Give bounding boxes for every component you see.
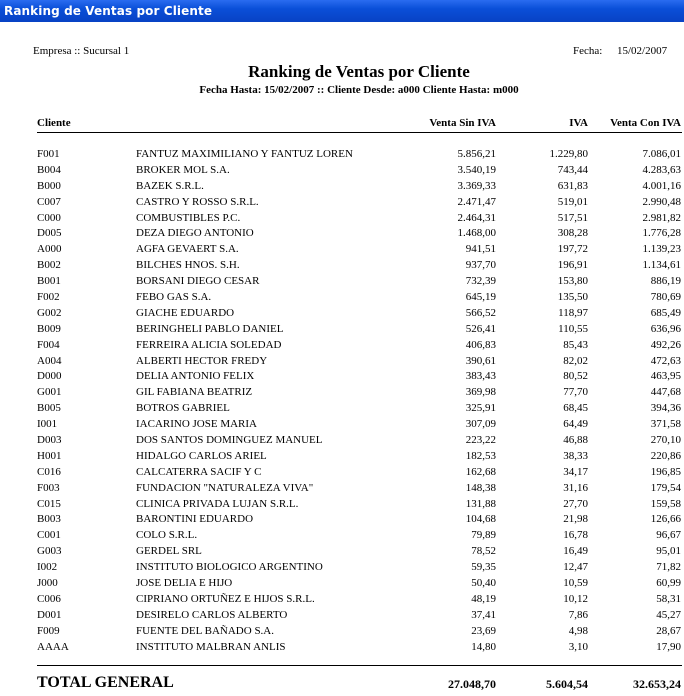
venta-sin-iva-cell: 3.369,33 [457,179,496,192]
client-code: F001 [37,148,60,160]
client-name: JOSE DELIA E HIJO [136,577,233,590]
venta-sin-iva-cell: 937,70 [465,259,496,272]
client-name: INSTITUTO BIOLOGICO ARGENTINO [136,561,323,574]
venta-sin-iva-cell: 148,38 [465,481,496,494]
client-code: AAAA [37,640,69,653]
venta-sin-iva-cell: 369,98 [465,386,496,399]
client-name: BAZEK S.R.L. [136,179,204,192]
venta-sin-iva-cell: 79,89 [471,529,496,542]
table-row [0,147,684,163]
client-code: C016 [37,465,61,478]
table-row [0,528,684,544]
venta-sin-iva-cell: 406,83 [465,338,496,351]
client-code: F009 [37,624,60,637]
venta-con-iva-cell: 4.283,63 [642,163,681,176]
table-row [0,592,684,608]
client-code: I002 [37,561,58,574]
ranking-table [0,147,684,656]
venta-con-iva-cell: 58,31 [656,592,681,605]
client-code: G001 [37,386,62,399]
client-code: B003 [37,513,61,526]
report-title: Ranking de Ventas por Cliente [248,62,470,81]
client-name: COLO S.R.L. [136,529,198,542]
client-code: D000 [37,370,62,383]
venta-sin-iva-cell: 1.468,00 [457,227,496,240]
venta-sin-iva-cell: 732,39 [465,275,496,288]
table-row [0,417,684,433]
iva-cell: 38,33 [563,449,588,462]
client-code: C006 [37,592,61,605]
venta-con-iva-cell: 196,85 [650,465,681,478]
venta-con-iva-cell: 95,01 [656,545,681,558]
iva-cell: 153,80 [557,275,588,288]
client-name: BILCHES HNOS. S.H. [136,259,240,272]
venta-sin-iva-cell: 390,61 [465,354,496,367]
venta-con-iva-cell: 447,68 [650,386,681,399]
venta-sin-iva-cell: 37,41 [471,608,496,621]
table-row [0,163,684,179]
client-name: CASTRO Y ROSSO S.R.L. [136,195,259,208]
client-name: ALBERTI HECTOR FREDY [136,354,268,367]
venta-sin-iva-cell: 182,53 [465,449,496,462]
venta-con-iva-cell: 60,99 [656,577,681,590]
venta-sin-iva-cell: 59,35 [471,561,496,574]
venta-con-iva-cell: 159,58 [650,497,681,510]
column-header-cliente: Cliente [37,117,71,129]
client-name: GERDEL SRL [136,545,202,558]
iva-cell: 197,72 [557,243,588,256]
iva-cell: 16,78 [563,529,588,542]
table-row [0,497,684,513]
table-row [0,544,684,560]
client-name: COMBUSTIBLES P.C. [136,211,241,224]
venta-con-iva-cell: 472,63 [650,354,681,367]
client-code: G002 [37,306,62,319]
client-name: GIACHE EDUARDO [136,306,235,319]
venta-sin-iva-cell: 14,80 [471,640,496,653]
column-header-venta-sin-iva: Venta Sin IVA [429,117,496,129]
client-name: CLINICA PRIVADA LUJAN S.R.L. [136,497,299,510]
client-name: GIL FABIANA BEATRIZ [136,386,253,399]
client-code: F002 [37,291,60,304]
total-venta-con-iva: 32.653,24 [633,677,681,691]
column-header-iva: IVA [569,117,588,129]
table-row [0,640,684,656]
venta-con-iva-cell: 96,67 [656,529,681,542]
iva-cell: 34,17 [563,465,588,478]
client-name: AGFA GEVAERT S.A. [136,243,239,256]
venta-con-iva-cell: 780,69 [650,291,681,304]
venta-sin-iva-cell: 162,68 [465,465,496,478]
client-code: B002 [37,259,61,272]
client-code: B005 [37,402,61,415]
venta-sin-iva-cell: 566,52 [465,306,496,319]
iva-cell: 3,10 [568,640,588,653]
header-divider [37,132,682,133]
venta-con-iva-cell: 371,58 [650,418,681,431]
client-name: CALCATERRA SACIF Y C [136,465,262,478]
client-code: F003 [37,481,60,494]
client-code: J000 [37,577,58,590]
iva-cell: 10,12 [563,592,588,605]
table-row [0,481,684,497]
client-code: A004 [37,354,62,367]
venta-sin-iva-cell: 383,43 [465,370,496,383]
venta-con-iva-cell: 463,95 [650,370,681,383]
iva-cell: 118,97 [558,306,588,319]
client-name: CIPRIANO ORTUÑEZ E HIJOS S.R.L. [136,592,315,605]
venta-sin-iva-cell: 2.471,47 [457,195,496,208]
table-row [0,385,684,401]
venta-con-iva-cell: 4.001,16 [642,179,681,192]
iva-cell: 21,98 [563,513,588,526]
table-row [0,226,684,242]
iva-cell: 77,70 [563,386,588,399]
client-name: BORSANI DIEGO CESAR [136,275,260,288]
iva-cell: 517,51 [557,211,588,224]
venta-sin-iva-cell: 223,22 [465,434,496,447]
total-iva: 5.604,54 [546,677,588,691]
venta-sin-iva-cell: 526,41 [465,322,496,335]
table-row [0,608,684,624]
venta-sin-iva-cell: 78,52 [471,545,496,558]
client-code: C000 [37,211,61,224]
venta-sin-iva-cell: 307,09 [465,418,496,431]
iva-cell: 64,49 [563,418,588,431]
client-name: DOS SANTOS DOMINGUEZ MANUEL [136,434,323,447]
client-name: INSTITUTO MALBRAN ANLIS [136,640,286,653]
client-name: DESIRELO CARLOS ALBERTO [136,608,288,621]
client-name: HIDALGO CARLOS ARIEL [136,449,267,462]
iva-cell: 27,70 [563,497,588,510]
client-code: B001 [37,275,61,288]
venta-sin-iva-cell: 48,19 [471,592,496,605]
client-name: FERREIRA ALICIA SOLEDAD [136,338,282,351]
table-row [0,369,684,385]
client-code: F004 [37,338,60,351]
venta-sin-iva-cell: 104,68 [465,513,496,526]
venta-sin-iva-cell: 131,88 [465,497,496,510]
venta-sin-iva-cell: 2.464,31 [457,211,496,224]
venta-con-iva-cell: 45,27 [656,608,681,621]
venta-con-iva-cell: 1.134,61 [642,259,681,272]
table-row [0,576,684,592]
client-name: BARONTINI EDUARDO [136,513,254,526]
client-code: A000 [37,243,62,256]
iva-cell: 68,45 [563,402,588,415]
client-code: D001 [37,608,62,621]
iva-cell: 519,01 [557,195,588,208]
venta-con-iva-cell: 685,49 [650,306,681,319]
table-row [0,179,684,195]
venta-con-iva-cell: 1.139,23 [642,243,681,256]
client-code: B009 [37,322,61,335]
client-code: G003 [37,545,62,558]
client-name: FANTUZ MAXIMILIANO Y FANTUZ LOREN [136,148,353,160]
venta-con-iva-cell: 2.981,82 [642,211,681,224]
table-row [0,433,684,449]
client-code: C007 [37,195,61,208]
client-name: BOTROS GABRIEL [136,402,230,415]
client-code: H001 [37,449,62,462]
venta-con-iva-cell: 394,36 [650,402,681,415]
client-name: FUENTE DEL BAÑADO S.A. [136,624,275,637]
table-row [0,258,684,274]
venta-con-iva-cell: 71,82 [656,561,681,574]
iva-cell: 196,91 [557,259,588,272]
venta-con-iva-cell: 886,19 [650,275,681,288]
venta-sin-iva-cell: 3.540,19 [457,163,496,176]
client-name: FUNDACION "NATURALEZA VIVA" [136,481,314,494]
client-code: D005 [37,227,62,240]
client-code: C001 [37,529,61,542]
iva-cell: 85,43 [563,338,588,351]
venta-con-iva-cell: 2.990,48 [642,195,681,208]
table-row [0,338,684,354]
client-code: D003 [37,434,62,447]
client-code: C015 [37,497,61,510]
iva-cell: 80,52 [563,370,588,383]
table-row [0,512,684,528]
table-row [0,624,684,640]
venta-con-iva-cell: 17,90 [656,640,681,653]
table-row [0,211,684,227]
iva-cell: 308,28 [557,227,588,240]
venta-con-iva-cell: 220,86 [650,449,681,462]
table-row [0,354,684,370]
venta-sin-iva-cell: 23,69 [471,624,496,637]
client-name: BERINGHELI PABLO DANIEL [136,322,284,335]
iva-cell: 1.229,80 [549,148,588,160]
iva-cell: 4,98 [568,624,588,637]
venta-con-iva-cell: 28,67 [656,624,681,637]
table-row [0,560,684,576]
venta-con-iva-cell: 179,54 [650,481,681,494]
venta-sin-iva-cell: 5.856,21 [457,148,496,160]
table-row [0,290,684,306]
client-name: BROKER MOL S.A. [136,163,230,176]
venta-con-iva-cell: 636,96 [650,322,681,335]
total-general-label: TOTAL GENERAL [37,674,174,691]
venta-con-iva-cell: 492,26 [650,338,681,351]
client-name: IACARINO JOSE MARIA [136,418,258,431]
table-row [0,322,684,338]
table-row [0,195,684,211]
client-code: B000 [37,179,61,192]
iva-cell: 82,02 [563,354,588,367]
iva-cell: 135,50 [557,291,588,304]
venta-sin-iva-cell: 645,19 [465,291,496,304]
client-code: B004 [37,163,61,176]
iva-cell: 743,44 [557,163,588,176]
iva-cell: 12,47 [563,561,588,574]
venta-con-iva-cell: 270,10 [650,434,681,447]
table-row [0,242,684,258]
client-name: DEZA DIEGO ANTONIO [136,227,254,240]
iva-cell: 10,59 [563,577,588,590]
table-row [0,465,684,481]
report-page [0,22,684,696]
total-venta-sin-iva: 27.048,70 [448,677,496,691]
total-divider [37,665,682,666]
column-header-venta-con-iva: Venta Con IVA [610,117,681,129]
client-code: I001 [37,418,58,431]
iva-cell: 16,49 [563,545,588,558]
venta-sin-iva-cell: 325,91 [465,402,496,415]
client-name: FEBO GAS S.A. [136,291,212,304]
venta-con-iva-cell: 7.086,01 [642,148,681,160]
iva-cell: 7,86 [568,608,588,621]
table-row [0,401,684,417]
venta-con-iva-cell: 1.776,28 [642,227,681,240]
iva-cell: 46,88 [563,434,588,447]
venta-con-iva-cell: 126,66 [650,513,681,526]
table-row [0,274,684,290]
iva-cell: 110,55 [558,322,588,335]
report-subtitle: Fecha Hasta: 15/02/2007 :: Cliente Desde: a000 Cliente Hasta: m000 [199,84,519,96]
client-name: DELIA ANTONIO FELIX [136,370,255,383]
iva-cell: 31,16 [563,481,588,494]
window-titlebar[interactable]: Ranking de Ventas por Cliente [0,0,684,22]
company-branch: Empresa :: Sucursal 1 [33,45,130,57]
table-row [0,449,684,465]
table-row [0,306,684,322]
venta-sin-iva-cell: 941,51 [465,243,496,256]
date-value: 15/02/2007 [617,45,668,57]
date-label: Fecha: [573,45,603,57]
venta-sin-iva-cell: 50,40 [471,577,496,590]
iva-cell: 631,83 [557,179,588,192]
